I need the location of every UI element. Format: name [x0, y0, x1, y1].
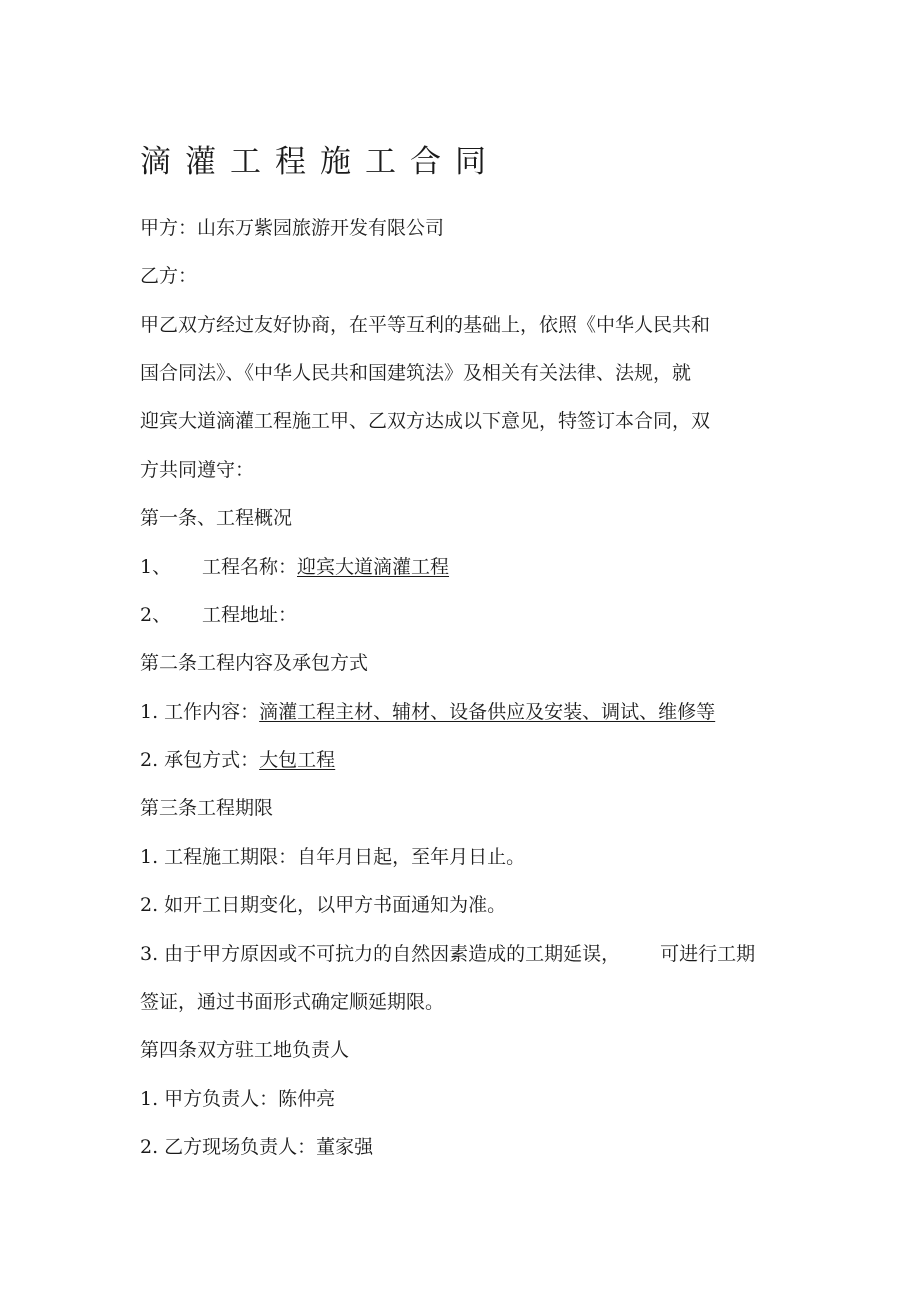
intro-line-3: 迎宾大道滴灌工程施工甲、乙双方达成以下意见，特签订本合同，双	[140, 410, 711, 432]
intro-line-4: 方共同遵守：	[140, 459, 255, 481]
party-a-line: 甲方：山东万紫园旅游开发有限公司	[140, 217, 445, 239]
article2-item2-label: 2. 承包方式：	[140, 749, 260, 771]
intro-line-1: 甲乙双方经过友好协商，在平等互利的基础上，依照《中华人民共和	[140, 314, 711, 336]
article1-heading: 第一条、工程概况	[140, 507, 293, 529]
article1-item2	[140, 600, 297, 630]
article1-item2-label: 工程地址：	[202, 604, 298, 626]
article2-item1-label: 1. 工作内容：	[140, 701, 260, 723]
article3-item3-part2: 可进行工期	[660, 943, 756, 965]
article3-item3-part1: 3. 由于甲方原因或不可抗力的自然因素造成的工期延误，	[140, 943, 621, 965]
article3-heading: 第三条工程期限	[140, 797, 274, 819]
article1-item1-num: 1、	[140, 556, 172, 578]
article4-heading: 第四条双方驻工地负责人	[140, 1039, 350, 1061]
article3-item3	[140, 939, 755, 969]
article3-item2: 2. 如开工日期变化，以甲方书面通知为准。	[140, 894, 507, 916]
article1-item2-num: 2、	[140, 604, 172, 626]
article4-item2: 2. 乙方现场负责人：董家强	[140, 1136, 374, 1158]
article4-item1: 1. 甲方负责人：陈仲亮	[140, 1088, 336, 1110]
article1-item1	[140, 552, 449, 582]
article2-item2-value: 大包工程	[259, 749, 336, 771]
article2-item2	[140, 745, 335, 775]
article2-heading: 第二条工程内容及承包方式	[140, 652, 369, 674]
article3-item1: 1. 工程施工期限：自年月日起，至年月日止。	[140, 846, 526, 868]
article2-item1	[140, 697, 715, 727]
intro-line-2: 国合同法》、《中华人民共和国建筑法》及相关有关法律、法规，就	[140, 362, 692, 384]
article1-item1-value: 迎宾大道滴灌工程	[297, 556, 450, 578]
article3-item3-cont: 签证，通过书面形式确定顺延期限。	[140, 991, 445, 1013]
article2-item1-value: 滴灌工程主材、辅材、设备供应及安装、调试、维修等	[259, 701, 716, 723]
document-title: 滴灌工程施工合同	[140, 144, 500, 180]
article1-item1-label: 工程名称：	[202, 556, 298, 578]
party-b-line: 乙方：	[140, 265, 198, 287]
